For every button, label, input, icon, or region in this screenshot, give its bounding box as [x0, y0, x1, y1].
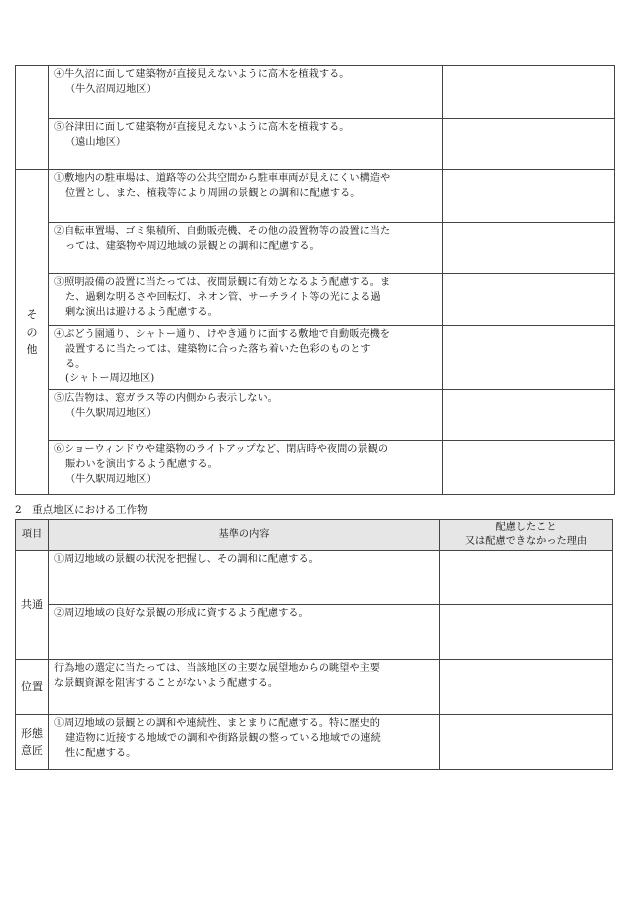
- consideration-input-cell[interactable]: [443, 441, 615, 495]
- criteria-cell: [49, 274, 443, 326]
- criteria-text: ⑤広告物は、窓ガラス等の内側から表示しない。: [54, 393, 278, 405]
- district-label: （遠山地区）: [65, 136, 127, 148]
- consideration-input-cell[interactable]: [443, 326, 615, 390]
- category-cell-keitai-isho: [16, 715, 49, 770]
- criteria-text: ③照明設備の設置に当たっては、夜間景観に有効となるよう配慮する。ま: [54, 277, 391, 288]
- criteria-cell: [49, 715, 440, 770]
- category-label: 形態: [21, 726, 43, 740]
- criteria-text: 建造物に近接する地域での調和や街路景観の整っている地域での連続: [65, 732, 381, 744]
- criteria-text: ②周辺地域の良好な景観の形成に資するよう配慮する。: [54, 608, 309, 619]
- table-row: [16, 66, 615, 119]
- consideration-input-cell[interactable]: [443, 170, 615, 223]
- consideration-input-cell[interactable]: [440, 551, 613, 605]
- category-label: そ: [26, 308, 38, 322]
- district-label: （牛久駅周辺地区）: [65, 473, 157, 485]
- header-consideration: [440, 520, 613, 551]
- category-cell-continued: [16, 66, 49, 170]
- criteria-text: ①周辺地域の景観との調和や連続性、まとまりに配慮する。特に歴史的: [54, 718, 380, 729]
- criteria-text: 賑わいを演出するよう配慮する。: [65, 458, 218, 470]
- criteria-text: た、過剰な明るさや回転灯、ネオン管、サーチライト等の光による過: [65, 291, 381, 303]
- header-consideration-line1: 配慮したこと: [495, 522, 557, 534]
- header-content: 基準の内容: [49, 520, 440, 551]
- table-header-row: [16, 520, 613, 551]
- criteria-cell: [49, 326, 443, 390]
- category-cell-kyotsu: 共通: [16, 551, 49, 660]
- table-row: [16, 715, 613, 770]
- consideration-input-cell[interactable]: [440, 715, 613, 770]
- criteria-text: 行為地の選定に当たっては、当該地区の主要な展望地からの眺望や主要: [54, 663, 380, 674]
- table-row: [16, 605, 613, 660]
- consideration-input-cell[interactable]: [443, 223, 615, 274]
- criteria-text: ④牛久沼に面して建築物が直接見えないように高木を植栽する。: [54, 69, 350, 80]
- consideration-input-cell[interactable]: [440, 660, 613, 715]
- criteria-text: ④ぶどう園通り、シャトー通り、けやき通りに面する敷地で自動販売機を: [54, 329, 390, 340]
- consideration-input-cell[interactable]: [443, 390, 615, 441]
- table-row: [16, 390, 615, 441]
- criteria-text: ⑤谷津田に面して建築物が直接見えないように高木を植栽する。: [54, 122, 350, 133]
- consideration-input-cell[interactable]: [443, 119, 615, 170]
- criteria-cell: [49, 551, 440, 605]
- criteria-text: 剰な演出は避けるよう配慮する。: [65, 306, 218, 318]
- table-row: [16, 441, 615, 495]
- criteria-text: ①周辺地域の景観の状況を把握し、その調和に配慮する。: [54, 554, 319, 565]
- criteria-cell: [49, 170, 443, 223]
- criteria-cell: [49, 605, 440, 660]
- criteria-cell: [49, 390, 443, 441]
- consideration-input-cell[interactable]: [440, 605, 613, 660]
- table-row: [16, 551, 613, 605]
- criteria-cell: [49, 223, 443, 274]
- criteria-text: 位置とし、また、植栽等により周囲の景観との調和に配慮する。: [65, 187, 361, 199]
- table-row: [16, 660, 613, 715]
- table-priority-district-structures: [15, 519, 613, 770]
- criteria-cell: [49, 119, 443, 170]
- header-item: 項目: [16, 520, 49, 551]
- category-label: 意匠: [21, 744, 43, 757]
- criteria-cell: [49, 66, 443, 119]
- table-row: [16, 119, 615, 170]
- consideration-input-cell[interactable]: [443, 66, 615, 119]
- table-row: [16, 274, 615, 326]
- category-cell-sonota: [16, 170, 49, 495]
- table-row: [16, 223, 615, 274]
- category-label: 他: [26, 342, 38, 356]
- criteria-text: な景観資源を阻害することがないよう配慮する。: [54, 677, 279, 689]
- criteria-text: 性に配慮する。: [65, 747, 137, 759]
- district-label: (シャトー周辺地区): [65, 373, 155, 385]
- criteria-text: ⑥ショーウィンドウや建築物のライトアップなど、閉店時や夜間の景観の: [54, 444, 389, 456]
- criteria-text: ①敷地内の駐車場は、道路等の公共空間から駐車車両が見えにくい構造や: [54, 173, 391, 184]
- criteria-text: ②自転車置場、ゴミ集積所、自動販売機、その他の設置物等の設置に当た: [54, 226, 391, 237]
- category-label: の: [26, 325, 38, 339]
- criteria-text: る。: [65, 358, 86, 370]
- district-label: （牛久沼周辺地区）: [65, 83, 157, 95]
- table-row: [16, 326, 615, 390]
- table-row: [16, 170, 615, 223]
- table-landscape-criteria-continued: [15, 65, 615, 495]
- section-title: 2 重点地区における工作物: [15, 504, 148, 516]
- category-cell-ichi: 位置: [16, 660, 49, 715]
- criteria-cell: [49, 660, 440, 715]
- district-label: （牛久駅周辺地区）: [65, 407, 157, 419]
- header-consideration-line2: 又は配慮できなかった理由: [464, 536, 588, 547]
- criteria-text: 設置するに当たっては、建築物に合った落ち着いた色彩のものとす: [65, 343, 371, 355]
- consideration-input-cell[interactable]: [443, 274, 615, 326]
- criteria-cell: [49, 441, 443, 495]
- criteria-text: っては、建築物や周辺地域の景観との調和に配慮する。: [65, 240, 320, 252]
